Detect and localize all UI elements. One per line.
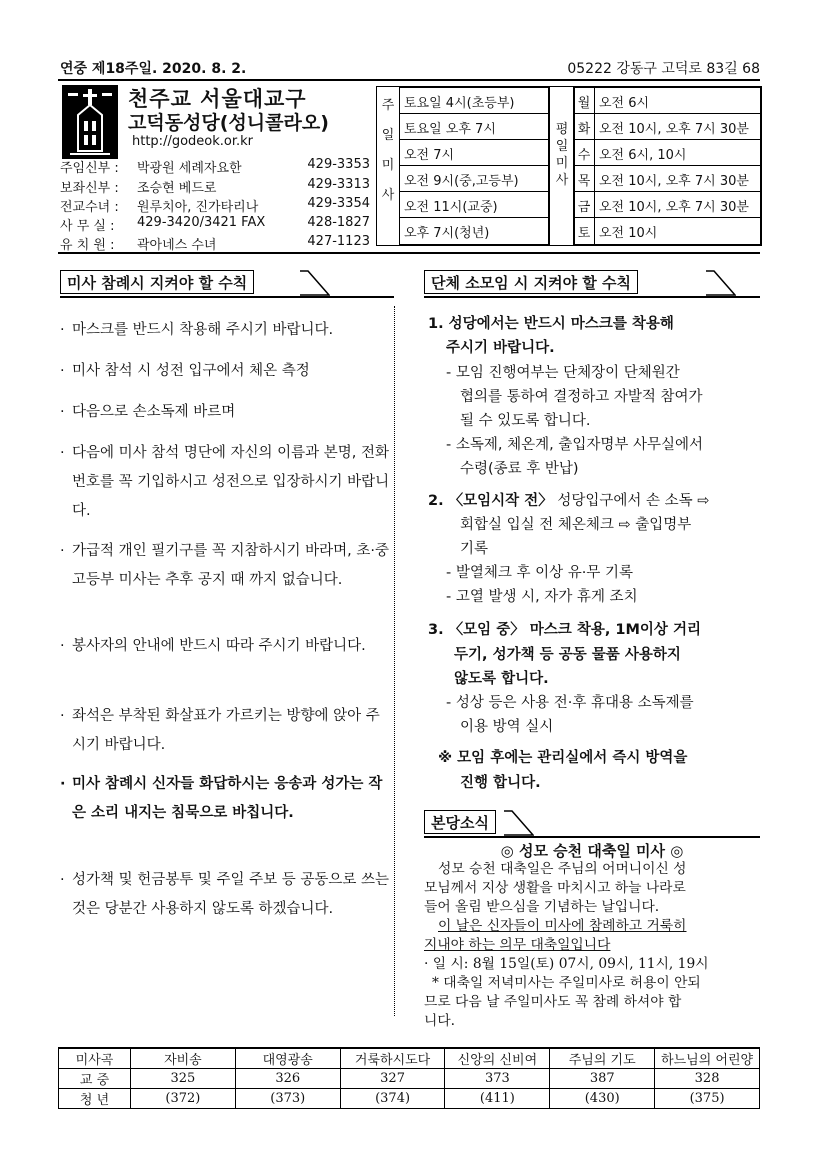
mass-rules-rule [60, 296, 394, 298]
group-rule-2: 2. 〈모임시작 전〉 성당입구에서 손 소독 ⇨ [428, 493, 710, 509]
weekday-label: 수 [573, 139, 595, 166]
hymn-col-header: 신앙의 신비여 [445, 1048, 550, 1069]
hymn-col-header: 대영광송 [235, 1048, 340, 1069]
sunday-mass-time: 토요일 오후 7시 [399, 113, 549, 140]
hymn-table [58, 1047, 760, 1111]
news-headline: ◎ 성모 승천 대축일 미사 ◎ [500, 842, 684, 860]
group-rule-3-title-cont: 않도록 합니다. [454, 671, 549, 687]
hymn-table-header [59, 1048, 760, 1069]
group-rules-title: 단체 소모임 시 지켜야 할 수칙 [424, 270, 638, 294]
table-row [59, 1069, 760, 1089]
hymn-row-label: 청 년 [59, 1089, 131, 1109]
weekday-mass-time: 오전 10시, 오후 7시 30분 [594, 191, 761, 218]
mass-schedule [376, 86, 762, 246]
header-tab-slant-icon [300, 270, 330, 296]
staff-row: 주임신부 : 박광원 세례자요한 429-3353 [60, 157, 370, 176]
hymn-number: (373) [235, 1089, 340, 1109]
hymn-number: (411) [445, 1089, 550, 1109]
table-row [59, 1089, 760, 1109]
group-rules-header [424, 270, 734, 296]
group-rule-3-detail: - 성상 등은 사용 전·후 휴대용 소독제를 [446, 695, 694, 711]
group-rule-3-title: 3. 〈모임 중〉 마스크 착용, 1M이상 거리 [428, 622, 701, 638]
hymn-number: 387 [550, 1069, 655, 1089]
hymn-number: (430) [550, 1089, 655, 1109]
hymn-number: 325 [131, 1069, 236, 1089]
staff-row: 사 무 실 : 429-3420/3421 FAX 428-1827 [60, 215, 370, 234]
weekday-mass-time: 오전 10시 [594, 217, 761, 245]
group-rule-1-title-cont: 주시기 바랍니다. [446, 340, 555, 356]
group-rule-2-cont: 기록 [460, 541, 489, 557]
group-rule-2-detail: - 고열 발생 시, 자가 휴게 조치 [446, 589, 638, 605]
header-divider [58, 79, 760, 81]
news-rule [424, 836, 760, 838]
hymn-number: 326 [235, 1069, 340, 1089]
group-rule-2-cont: 회합실 입실 전 체온체크 ⇨ 출입명부 [460, 517, 692, 533]
issue-date: 연중 제18주일. 2020. 8. 2. [60, 61, 247, 77]
group-rule-3-title-cont: 두기, 성가책 등 공동 물품 사용하지 [454, 647, 681, 663]
sunday-mass-time: 오전 7시 [399, 139, 549, 166]
group-rule-2-detail: - 발열체크 후 이상 유·무 기록 [446, 565, 633, 581]
group-rule-1-detail: 협의를 통하여 결정하고 자발적 참여가 [460, 389, 703, 405]
hymn-col-header: 하느님의 어린양 [655, 1048, 760, 1069]
group-rule-1-title: 1. 성당에서는 반드시 마스크를 착용해 [428, 316, 674, 332]
hymn-row-label: 교 중 [59, 1069, 131, 1089]
parish-website[interactable]: http://godeok.or.kr [132, 134, 254, 149]
diocese-name: 천주교 서울대교구 [128, 87, 307, 111]
weekday-mass-time: 오전 6시 [594, 87, 761, 114]
sunday-mass-time: 오전 9시(중,고등부) [399, 165, 549, 192]
hymn-number: (372) [131, 1089, 236, 1109]
bulletin-header-line [60, 58, 760, 80]
schedule-divider [58, 252, 760, 254]
group-rule-1-detail: - 소독제, 체온계, 출입자명부 사무실에서 [446, 437, 703, 453]
church-address: 05222 강동구 고덕로 83길 68 [567, 61, 760, 77]
sunday-mass-time: 오전 11시(교중) [399, 191, 549, 218]
group-rule-1-detail: 수령(종료 후 반납) [460, 461, 579, 477]
hymn-col-header: 주님의 기도 [550, 1048, 655, 1069]
weekday-label: 금 [573, 191, 595, 218]
header-tab-slant-icon [706, 270, 736, 296]
sunday-mass-time: 토요일 4시(초등부) [399, 87, 549, 114]
hymn-col-header: 미사곡 [59, 1048, 131, 1069]
hymn-col-header: 거룩하시도다 [340, 1048, 445, 1069]
hymn-number: (374) [340, 1089, 445, 1109]
hymn-number: 327 [340, 1069, 445, 1089]
staff-row: 보좌신부 : 조승현 베드로 429-3313 [60, 177, 370, 196]
header-tab-slant-icon [504, 810, 534, 836]
weekday-label: 목 [573, 165, 595, 192]
weekday-label: 토 [573, 217, 595, 245]
mass-rules-title: 미사 참례시 지켜야 할 수칙 [60, 270, 254, 294]
sunday-mass-label: 주 일 미 사 [381, 98, 395, 203]
staff-row: 전교수녀 : 원루치아, 진가타리나 429-3354 [60, 196, 370, 215]
weekday-mass-time: 오전 10시, 오후 7시 30분 [594, 165, 761, 192]
group-rule-3-detail: 이용 방역 실시 [460, 719, 554, 735]
hymn-number: 373 [445, 1069, 550, 1089]
group-rules-note-cont: 진행 합니다. [460, 775, 541, 791]
weekday-label: 화 [573, 113, 595, 140]
group-rules-note: ※ 모임 후에는 관리실에서 즉시 방역을 [438, 750, 688, 766]
church-logo-icon [62, 85, 118, 159]
weekday-mass-label-column [549, 87, 575, 245]
sunday-mass-label-column [377, 87, 400, 245]
weekday-mass-time: 오전 10시, 오후 7시 30분 [594, 113, 761, 140]
news-body: 성모 승천 대축일은 주님의 어머니이신 성 모님께서 지상 생활을 마치시고 하늘 나라로 들어 올림 받으심을 기념하는 날입니다. 이 날은 신자들이 미사에 참례하고 거룩히 지내야 하는 의무 대축일입니다 · 일 시: 8월 15일(토) 07시, 09시, 11시, 19시 * 대축일 저녁미사는 주일미사로 허용이 안되 므로 다음 날 주일미사도 꼭 참례 하셔야 합 니다. [424, 861, 709, 1029]
weekday-mass-time: 오전 6시, 10시 [594, 139, 761, 166]
news-header [424, 810, 534, 836]
weekday-label: 월 [573, 87, 595, 114]
hymn-number: (375) [655, 1089, 760, 1109]
weekday-mass-label: 평 일 미 사 [555, 122, 569, 188]
news-title: 본당소식 [424, 810, 496, 834]
group-rule-1-detail: 될 수 있도록 합니다. [460, 413, 591, 429]
group-rules-rule [424, 296, 760, 298]
mass-rules-list: · 마스크를 반드시 착용해 주시기 바랍니다. · 미사 참석 시 성전 입구에서 체온 측정 · 다음으로 손소독제 바르며 · 다음에 미사 참석 명단에 자신의 이름과 본명, 전화번호를 꼭 기입하시고 성전으로 입장하시기 바랍니다. · 가급적 개인 필기구를 꼭 지참하시기 바라며, 초·중고등부 미사는 추후 공지 때 까지 없습니다. · 봉사자의 안내에 반드시 따라 주시기 바랍니다. · 좌석은 부착된 화살표가 가르키는 방향에 앉아 주시기 바랍니다. · 미사 참례시 신자들 화답하시는 응송과 성가는 작은 소리 내지는 침묵으로 바칩니다. · 성가책 및 헌금봉투 및 주일 주보 등 공동으로 쓰는 것은 당분간 사용하지 않도록 하겠습니다. [60, 306, 395, 1016]
church-logo [62, 85, 118, 159]
mass-rules-header [60, 270, 330, 296]
hymn-number: 328 [655, 1069, 760, 1089]
parish-name: 고덕동성당(성니콜라오) [128, 112, 329, 134]
sunday-mass-time: 오후 7시(청년) [399, 217, 549, 245]
hymn-col-header: 자비송 [131, 1048, 236, 1069]
group-rule-1-detail: - 모임 진행여부는 단체장이 단체원간 [446, 365, 680, 381]
staff-row: 유 치 원 : 곽아네스 수녀 427-1123 [60, 234, 370, 253]
